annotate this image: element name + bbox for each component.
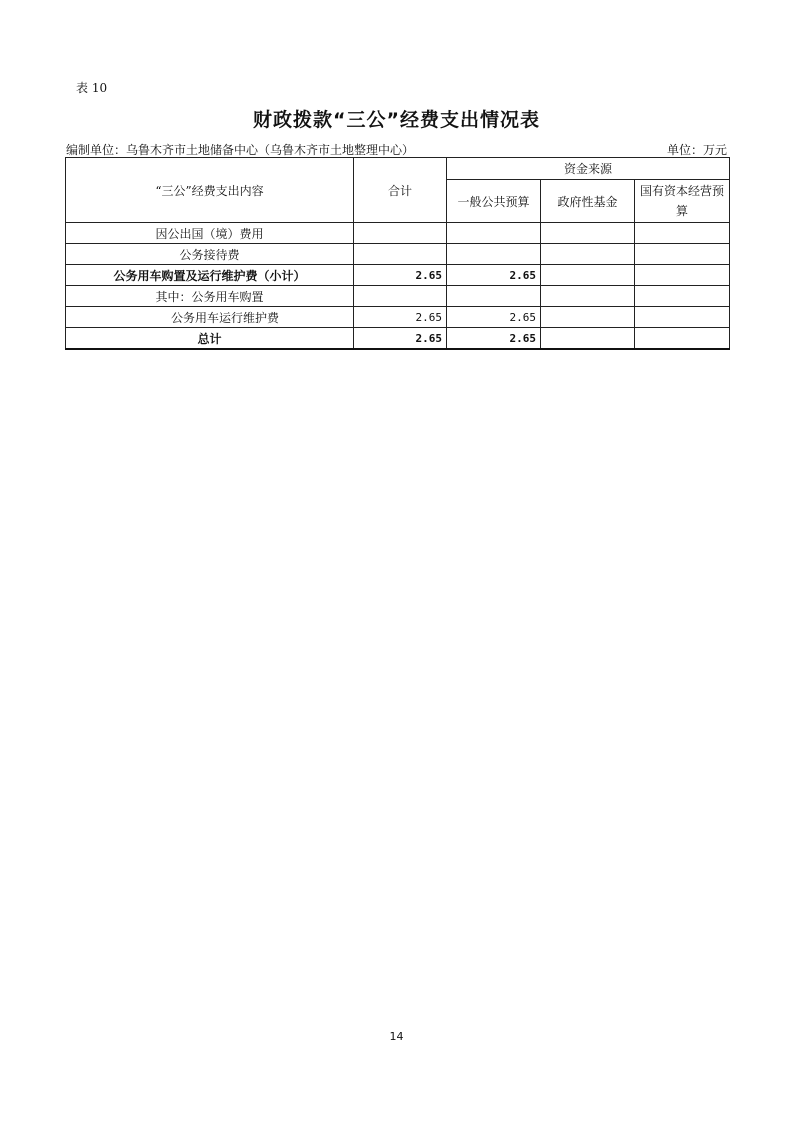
cell-state-capital [635, 244, 730, 265]
row-label: 总计 [66, 328, 354, 350]
cell-gov-fund [541, 244, 635, 265]
cell-total [354, 244, 447, 265]
cell-state-capital [635, 265, 730, 286]
header-total: 合计 [354, 158, 447, 223]
cell-state-capital [635, 286, 730, 307]
header-gov-fund: 政府性基金 [541, 180, 635, 223]
header-row [66, 158, 730, 180]
cell-state-capital [635, 223, 730, 244]
cell-total [354, 223, 447, 244]
cell-gov-fund [541, 265, 635, 286]
table-row [66, 307, 730, 328]
row-label: 公务接待费 [66, 244, 354, 265]
cell-general: 2.65 [447, 265, 541, 286]
cell-general: 2.65 [447, 307, 541, 328]
cell-gov-fund [541, 328, 635, 350]
header-state-capital: 国有资本经营预算 [635, 180, 730, 223]
cell-general [447, 223, 541, 244]
cell-total [354, 286, 447, 307]
compiling-unit: 编制单位：乌鲁木齐市土地储备中心（乌鲁木齐市土地整理中心） [66, 143, 415, 157]
table-row [66, 223, 730, 244]
cell-gov-fund [541, 307, 635, 328]
cell-total: 2.65 [354, 265, 447, 286]
cell-general: 2.65 [447, 328, 541, 350]
row-label: 公务用车运行维护费 [66, 307, 354, 328]
table-number: 表 10 [76, 81, 108, 95]
cell-gov-fund [541, 286, 635, 307]
cell-total: 2.65 [354, 328, 447, 350]
row-label: 其中：公务用车购置 [66, 286, 354, 307]
row-label: 因公出国（境）费用 [66, 223, 354, 244]
cell-state-capital [635, 328, 730, 350]
expense-table [65, 157, 730, 350]
page-number: 14 [389, 1030, 404, 1043]
cell-total: 2.65 [354, 307, 447, 328]
header-content: “三公”经费支出内容 [66, 158, 354, 223]
table-row [66, 244, 730, 265]
cell-general [447, 286, 541, 307]
header-general-budget: 一般公共预算 [447, 180, 541, 223]
table-row [66, 286, 730, 307]
table-row [66, 265, 730, 286]
cell-gov-fund [541, 223, 635, 244]
header-fund-source: 资金来源 [447, 158, 730, 180]
cell-general [447, 244, 541, 265]
cell-state-capital [635, 307, 730, 328]
total-row [66, 328, 730, 350]
page-title: 财政拨款“三公”经费支出情况表 [253, 109, 540, 131]
unit-measure: 单位：万元 [666, 143, 727, 157]
row-label: 公务用车购置及运行维护费（小计） [66, 265, 354, 286]
